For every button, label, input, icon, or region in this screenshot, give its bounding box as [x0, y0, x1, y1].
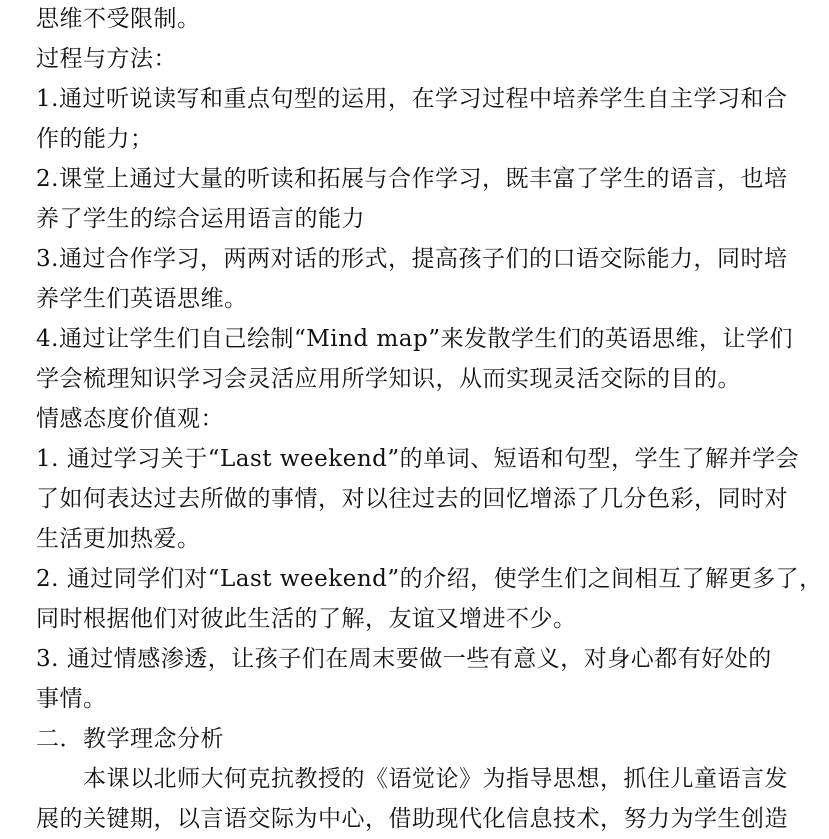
text-line: 事情。: [36, 686, 107, 712]
text-line: 展的关键期，以言语交际为中心，借助现代化信息技术，努力为学生创造: [36, 806, 788, 832]
text-line: 同时根据他们对彼此生活的了解，友谊又增进不少。: [36, 606, 577, 632]
text-line: 生活更加热爱。: [36, 526, 201, 552]
section-heading-teaching-philosophy: 二．教学理念分析: [36, 726, 224, 752]
text-line: 1. 通过学习关于“Last weekend”的单词、短语和句型，学生了解并学会: [36, 446, 800, 472]
text-line: 养学生们英语思维。: [36, 286, 248, 312]
text-line: 思维不受限制。: [36, 6, 201, 32]
paragraph-first-line: 本课以北师大何克抗教授的《语觉论》为指导思想，抓住儿童语言发: [83, 766, 788, 792]
text-line: 2. 通过同学们对“Last weekend”的介绍，使学生们之间相互了解更多了，: [36, 566, 823, 592]
text-line: 2.课堂上通过大量的听读和拓展与合作学习，既丰富了学生的语言，也培: [36, 166, 788, 192]
text-line: 3.通过合作学习，两两对话的形式，提高孩子们的口语交际能力，同时培: [36, 246, 788, 272]
section-heading-emotional-values: 情感态度价值观：: [36, 406, 224, 432]
section-heading-process-methods: 过程与方法：: [36, 46, 177, 72]
text-line: 3. 通过情感渗透，让孩子们在周末要做一些有意义，对身心都有好处的: [36, 646, 772, 672]
text-line: 作的能力；: [36, 126, 154, 152]
text-line: 学会梳理知识学习会灵活应用所学知识，从而实现灵活交际的目的。: [36, 366, 741, 392]
text-line: 4.通过让学生们自己绘制“Mind map”来发散学生们的英语思维，让学们: [36, 326, 793, 352]
text-line: 了如何表达过去所做的事情，对以往过去的回忆增添了几分色彩，同时对: [36, 486, 788, 512]
text-line: 1.通过听说读写和重点句型的运用，在学习过程中培养学生自主学习和合: [36, 86, 788, 112]
text-line: 养了学生的综合运用语言的能力: [36, 206, 365, 232]
